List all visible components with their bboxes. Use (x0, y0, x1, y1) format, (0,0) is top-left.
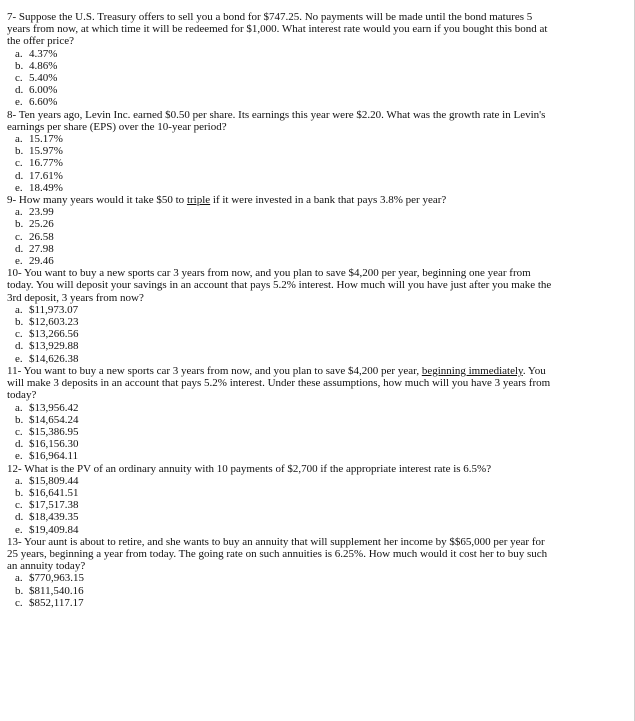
choice-10b (7, 316, 552, 328)
choice-value: 18.49% (29, 181, 63, 194)
choice-value: 26.58 (29, 230, 54, 243)
choice-letter: b. (15, 486, 24, 499)
choice-value: $16,156.30 (29, 438, 79, 451)
choice-letter: c. (15, 230, 23, 243)
question-9-text (7, 194, 552, 206)
question-11-choices (7, 402, 552, 463)
choice-letter: c. (15, 425, 23, 438)
choice-letter: a. (15, 133, 23, 146)
choice-value: 25.26 (29, 218, 54, 231)
question-9 (7, 194, 552, 267)
question-9-choices (7, 206, 552, 267)
choice-letter: a. (15, 474, 23, 487)
choice-value: $13,956.42 (29, 401, 79, 414)
choice-8a (7, 133, 552, 145)
choice-12d (7, 511, 552, 523)
question-10-text: 10- You want to buy a new sports car 3 years from now, and you plan to save $4,200 per year, beginning one year from today. You will deposit your savings in an account that pays 5.2% interest. How much will you have just after you make the 3rd deposit, 3 years from now? (7, 267, 552, 304)
choice-letter: e. (15, 352, 23, 365)
choice-letter: a. (15, 401, 23, 414)
choice-value: $16,964.11 (29, 450, 79, 463)
choice-value: $852,117.17 (29, 596, 84, 609)
choice-letter: e. (15, 255, 23, 268)
question-9-text-after: if it were invested in a bank that pays 3.8% per year? (210, 194, 447, 207)
choice-letter: c. (15, 499, 23, 512)
question-11-text-before: 11- You want to buy a new sports car 3 years from now, and you plan to save $4,200 per year, (7, 364, 422, 377)
choice-letter: a. (15, 47, 23, 60)
choice-letter: e. (15, 181, 23, 194)
choice-value: $16,641.51 (29, 486, 79, 499)
choice-letter: c. (15, 328, 23, 341)
choice-value: $770,963.15 (29, 572, 84, 585)
choice-letter: a. (15, 206, 23, 219)
choice-value: $11,973.07 (29, 303, 79, 316)
choice-letter: e. (15, 450, 23, 463)
choice-value: 23.99 (29, 206, 54, 219)
choice-12b (7, 487, 552, 499)
question-12 (7, 463, 552, 536)
choice-8e (7, 182, 552, 194)
choice-value: $13,266.56 (29, 328, 79, 341)
choice-value: 5.40% (29, 72, 58, 85)
choice-value: 17.61% (29, 169, 63, 182)
choice-9a (7, 206, 552, 218)
question-list (7, 11, 552, 609)
choice-7c (7, 72, 552, 84)
choice-11d (7, 438, 552, 450)
choice-value: $811,540.16 (29, 584, 84, 597)
question-8 (7, 109, 552, 194)
question-13 (7, 536, 552, 609)
choice-11b (7, 414, 552, 426)
choice-9d (7, 243, 552, 255)
choice-letter: b. (15, 316, 24, 329)
choice-letter: d. (15, 84, 24, 97)
question-12-text: 12- What is the PV of an ordinary annuity with 10 payments of $2,700 if the appropriate interest rate is 6.5%? (7, 462, 492, 475)
choice-13a (7, 572, 552, 584)
choice-letter: d. (15, 438, 24, 451)
choice-9c (7, 231, 552, 243)
choice-11a (7, 402, 552, 414)
choice-letter: d. (15, 169, 24, 182)
choice-11e (7, 450, 552, 462)
choice-value: 15.17% (29, 133, 63, 146)
choice-9b (7, 218, 552, 230)
choice-letter: a. (15, 303, 23, 316)
choice-10d (7, 340, 552, 352)
choice-7d (7, 84, 552, 96)
choice-12c (7, 499, 552, 511)
choice-value: $15,809.44 (29, 474, 79, 487)
choice-letter: c. (15, 72, 23, 85)
choice-value: 15.97% (29, 145, 63, 158)
choice-13c (7, 597, 552, 609)
choice-12a (7, 475, 552, 487)
question-9-underlined: triple (186, 194, 211, 207)
choice-8b (7, 145, 552, 157)
choice-value: $14,626.38 (29, 352, 79, 365)
choice-12e (7, 524, 552, 536)
question-11 (7, 365, 552, 463)
choice-value: 27.98 (29, 242, 54, 255)
choice-10a (7, 304, 552, 316)
choice-letter: b. (15, 584, 24, 597)
choice-value: 16.77% (29, 157, 63, 170)
choice-value: $17,517.38 (29, 499, 79, 512)
question-13-text: 13- Your aunt is about to retire, and she wants to buy an annuity that will supplement her income by $$65,000 per year for 25 years, beginning a year from today. The going rate on such annuities is 6.25%. How much would it cost her to buy such an annuity today? (7, 535, 548, 573)
choice-9e (7, 255, 552, 267)
question-11-text (7, 365, 552, 402)
choice-letter: d. (15, 511, 24, 524)
choice-8d (7, 170, 552, 182)
question-13-choices (7, 572, 552, 609)
choice-letter: b. (15, 218, 24, 231)
choice-7e (7, 96, 552, 108)
choice-value: $13,929.88 (29, 340, 79, 353)
question-7-choices (7, 48, 552, 109)
choice-10c (7, 328, 552, 340)
choice-letter: d. (15, 242, 24, 255)
choice-7a (7, 48, 552, 60)
choice-value: 6.60% (29, 96, 58, 109)
question-10-choices (7, 304, 552, 365)
choice-value: 4.86% (29, 59, 58, 72)
question-10 (7, 267, 552, 365)
choice-letter: b. (15, 145, 24, 158)
choice-letter: d. (15, 340, 24, 353)
choice-7b (7, 60, 552, 72)
choice-letter: e. (15, 523, 23, 536)
choice-letter: c. (15, 596, 23, 609)
choice-value: $14,654.24 (29, 413, 79, 426)
choice-letter: e. (15, 96, 23, 109)
choice-value: $18,439.35 (29, 511, 79, 524)
choice-value: 4.37% (29, 47, 58, 60)
question-7 (7, 11, 552, 109)
question-8-text: 8- Ten years ago, Levin Inc. earned $0.50 per share. Its earnings this year were $2.20. What was the growth rate in Levin's earnings per share (EPS) over the 10-year period? (7, 108, 546, 133)
choice-letter: c. (15, 157, 23, 170)
choice-value: $15,386.95 (29, 425, 79, 438)
choice-value: 29.46 (29, 255, 54, 268)
choice-letter: a. (15, 572, 23, 585)
choice-11c (7, 426, 552, 438)
question-9-text-before: 9- How many years would it take $50 to (7, 194, 187, 207)
question-11-underlined: beginning immediately (421, 364, 523, 377)
choice-value: $12,603.23 (29, 316, 79, 329)
question-8-choices (7, 133, 552, 194)
choice-letter: b. (15, 59, 24, 72)
choice-value: $19,409.84 (29, 523, 79, 536)
choice-letter: b. (15, 413, 24, 426)
choice-10e (7, 353, 552, 365)
choice-8c (7, 157, 552, 169)
choice-value: 6.00% (29, 84, 58, 97)
question-12-choices (7, 475, 552, 536)
question-7-text: 7- Suppose the U.S. Treasury offers to sell you a bond for $747.25. No payments will be made until the bond matures 5 years from now, at which time it will be redeemed for $1,000. What interest rate would you earn if you bought this bond at the offer price? (7, 11, 548, 48)
question-11-text-after: . You will make 3 deposits in an account that pays 5.2% interest. Under these assumptions, how much will you have 3 years from today? (7, 364, 551, 402)
choice-13b (7, 585, 552, 597)
